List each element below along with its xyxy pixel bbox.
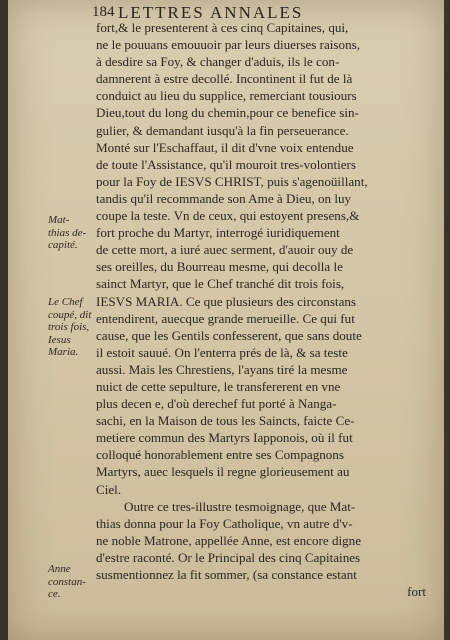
book-page bbox=[8, 0, 444, 640]
marginal-note-line: capité. bbox=[48, 239, 78, 251]
marginal-note-line: Mat- bbox=[48, 214, 70, 226]
text-line: sachi, en la Maison de tous les Saincts, faicte Ce- bbox=[96, 413, 355, 429]
text-line: metiere commun des Martyrs Iapponois, où il fut bbox=[96, 430, 353, 446]
text-line: colloqué honorablement entre ses Compagnons bbox=[96, 447, 344, 463]
text-line: Ciel. bbox=[96, 481, 122, 497]
marginal-note-anne bbox=[48, 563, 96, 601]
text-line: Outre ce tres-illustre tesmoignage, que Mat- bbox=[124, 498, 356, 514]
text-line: ne le pouuans emouuoir par leurs diuerses raisons, bbox=[96, 37, 360, 53]
text-line: conduict au lieu du supplice, remerciant tousiours bbox=[96, 88, 357, 104]
text-line: coupe la teste. Vn de ceux, qui estoyent presens,& bbox=[96, 208, 360, 224]
text-line: cause, que les Gentils confesserent, que sans doute bbox=[96, 327, 362, 343]
text-line: plus decen e, d'où derechef fut porté à Nanga- bbox=[96, 396, 337, 412]
text-line: à desdire sa Foy, & changer d'aduis, ils le con- bbox=[96, 54, 340, 70]
page-number: 184 bbox=[92, 4, 115, 20]
text-line: entendirent, auecque grande merueille. Ce qui fut bbox=[96, 310, 355, 326]
text-line: susmentionnez la fit sommer, (sa constance estant bbox=[96, 567, 357, 582]
marginal-note-line: Le Chef bbox=[48, 296, 83, 308]
text-line: ne noble Matrone, appellée Anne, est encore digne bbox=[96, 532, 362, 548]
marginal-note-line: constan- bbox=[48, 575, 86, 588]
marginal-note-line: Iesus bbox=[48, 333, 71, 346]
text-line: damnerent à estre decollé. Incontinent il fut de là bbox=[96, 71, 353, 87]
marginal-note-line: ce. bbox=[48, 588, 61, 600]
marginal-note-matthias bbox=[48, 214, 96, 252]
marginal-note-line: Anne bbox=[48, 563, 71, 575]
text-line: Monté sur l'Eschaffaut, il dit d'vne voix entendue bbox=[96, 139, 354, 155]
text-line: gulier, & demandant iusqu'à la fin perseuerance. bbox=[96, 122, 349, 138]
text-line: Dieu,tout du long du chemin,pour ce benefice sin- bbox=[96, 105, 359, 121]
marginal-note-line: thias de- bbox=[48, 226, 87, 239]
text-line: IESVS MARIA. Ce que plusieurs des circonstans bbox=[96, 293, 357, 309]
text-line: ses oreilles, du Bourreau mesme, qui decolla le bbox=[96, 259, 343, 275]
text-line: Martyrs, auec lesquels il regne glorieusement au bbox=[96, 464, 350, 480]
body-text bbox=[96, 19, 426, 600]
text-line: il estoit sauué. On l'enterra prés de là, & sa teste bbox=[96, 344, 348, 360]
text-line: d'estre raconté. Or le Principal des cinq Capitaines bbox=[96, 549, 361, 565]
marginal-note-line: Maria. bbox=[48, 346, 79, 358]
text-line: fort proche du Martyr, interrogé iuridiquement bbox=[96, 225, 340, 241]
text-line: de toute l'Assistance, qu'il mouroit tres-volontiers bbox=[96, 156, 357, 172]
running-title: LETTRES ANNALES bbox=[118, 3, 304, 22]
marginal-note-line: trois fois, bbox=[48, 321, 90, 333]
text-line: tandis qu'il recommande son Ame à Dieu, on luy bbox=[96, 190, 352, 206]
marginal-note-chef bbox=[48, 296, 96, 359]
marginal-note-line: coupé, dit bbox=[48, 308, 92, 321]
text-line: aussi. Mais les Chrestiens, l'ayans tiré la mesme bbox=[96, 361, 348, 377]
text-line: pour la Foy de IESVS CHRIST, puis s'agenoüillant, bbox=[96, 173, 368, 189]
text-line: thias donna pour la Foy Catholique, vn autre d'v- bbox=[96, 515, 353, 531]
text-line: de cette mort, a iuré auec serment, d'auoir ouy de bbox=[96, 242, 354, 258]
catchword: fort bbox=[407, 584, 426, 600]
text-line: nuict de cette sepulture, le transfererent en vne bbox=[96, 378, 341, 394]
text-line: fort,& le presenterent à ces cinq Capitaines, qui, bbox=[96, 20, 349, 35]
text-line: sainct Martyr, que le Chef tranché dit trois fois, bbox=[96, 276, 345, 292]
